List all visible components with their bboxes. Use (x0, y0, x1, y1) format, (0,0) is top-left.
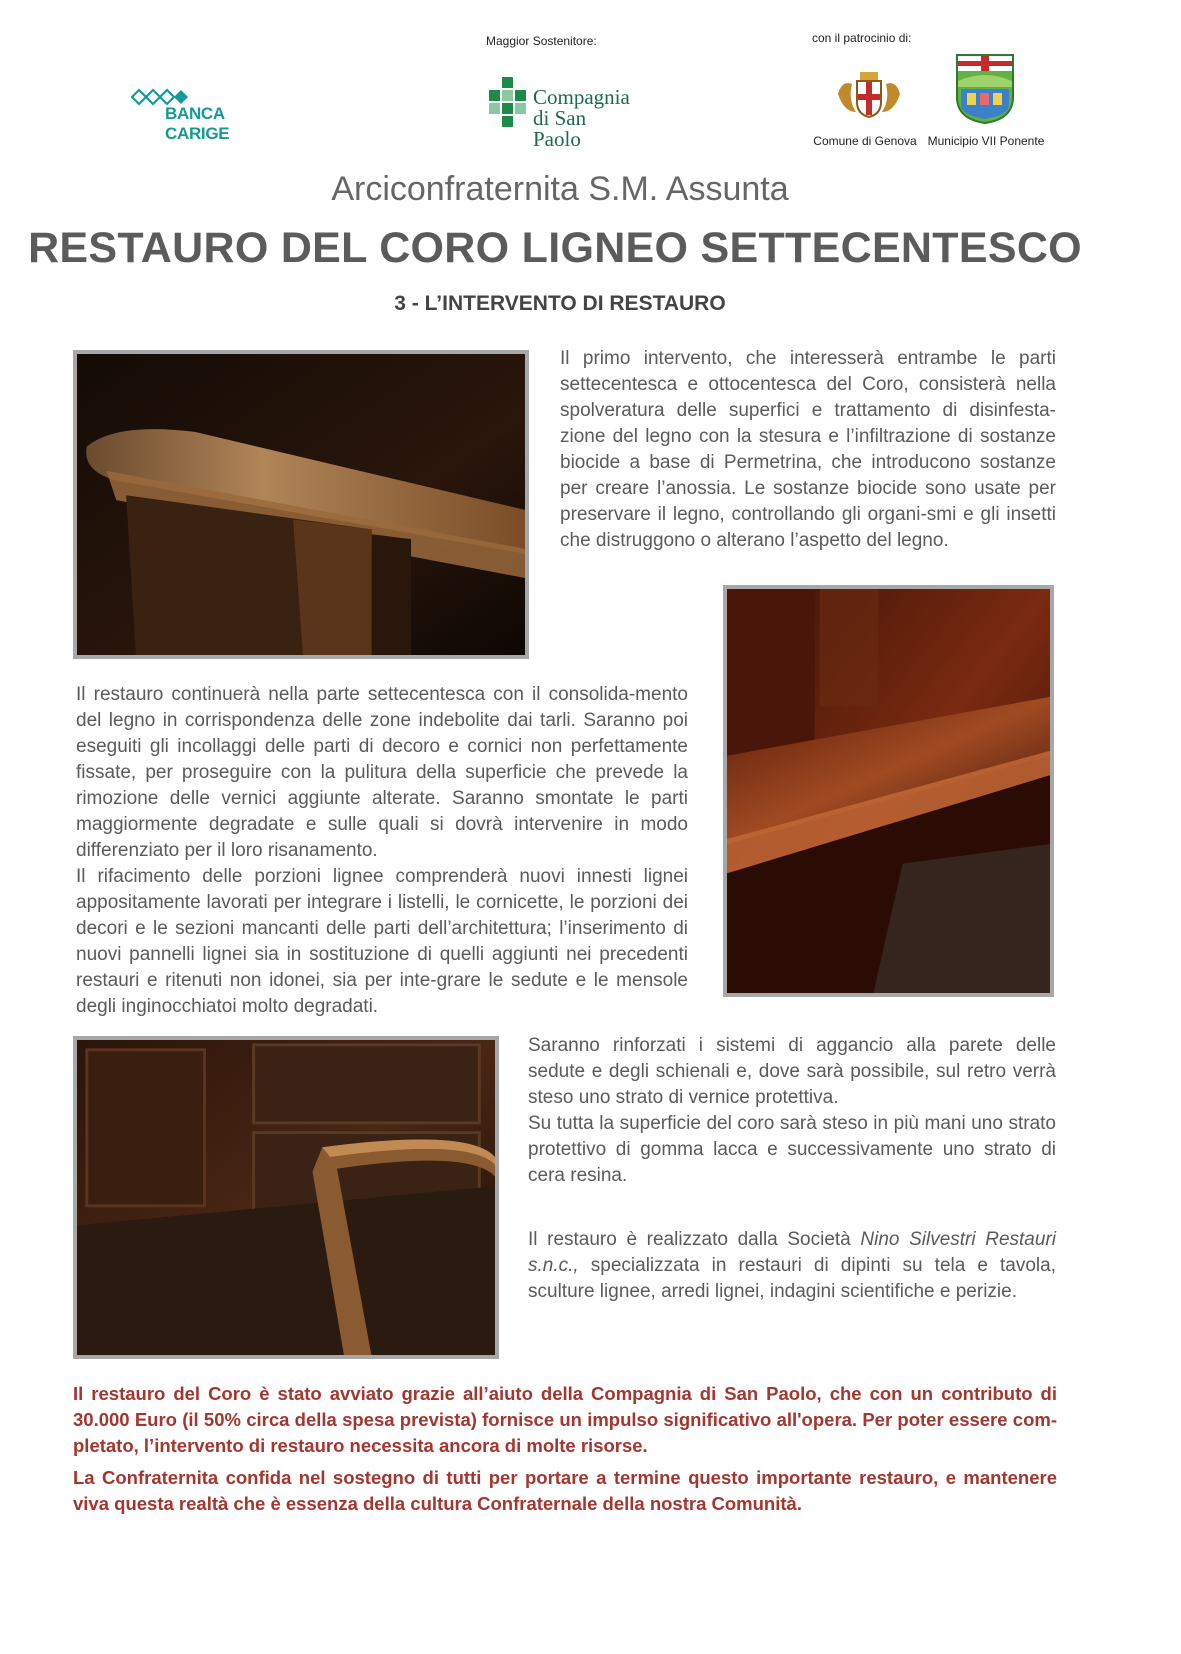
wood-photo-3-icon (77, 1040, 495, 1355)
wood-photo-2-icon (727, 589, 1050, 993)
restorer-specialties: specializzata in restauri di dipinti su tela e tavola, sculture lignee, arredi lignei, indagini scientifiche e perizie. (528, 1255, 1056, 1302)
paragraph-reinforcement: Saranno rinforzati i sistemi di aggancio alla parete delle sedute e degli schienali e, dove sarà possibile, sul retro verrà steso uno strato di vernice protettiva. (528, 1035, 1056, 1108)
comune-genova-coat-of-arms-icon (834, 70, 904, 120)
compagnia-line2: di San Paolo (533, 106, 587, 151)
paragraph-reinforcement-block (528, 1033, 1056, 1189)
support-appeal: La Confraternita confida nel sostegno di tutti per portare a termine questo importante restauro, e mantenere viva questa realtà che è essenza della cultura Confraternale della nostra Comunità. (73, 1467, 1057, 1514)
restorer-company: Nino Silvestri Restauri s.n.c., (528, 1229, 1056, 1276)
comune-genova-logo (834, 70, 904, 125)
compagnia-san-paolo-cross-logo-icon (489, 77, 527, 127)
comune-genova-caption: Comune di Genova (813, 134, 917, 148)
municipio-ponente-logo (955, 53, 1015, 130)
main-sponsor-label: Maggior Sostenitore: (486, 34, 597, 48)
municipio-ponente-caption: Municipio VII Ponente (927, 134, 1045, 148)
page-subtitle: Arciconfraternita S.M. Assunta (331, 170, 789, 208)
restorer-intro: Il restauro è realizzato dalla Società (528, 1229, 861, 1250)
wood-photo-1-icon (77, 354, 525, 655)
compagnia-line1: Compagnia (533, 85, 630, 109)
banca-carige-logo (130, 84, 290, 143)
paragraph-consolidation: Il restauro continuerà nella parte settecentesca con il consolida-mento del legno in corrispondenza delle zone indebolite dai tarli. Saranno poi eseguiti gli incollaggi delle parti di decoro e cornici non perfettamente fissate, per proseguire con la pulitura della superficie che prevede la rimozione delle vernici aggiunte alterate. Saranno smontate le parti maggiormente degradate e sulle quali si dovrà intervenire in modo differenziato per il loro risanamento. (76, 684, 688, 861)
municipio-ponente-coat-of-arms-icon (955, 53, 1015, 125)
page-title: RESTAURO DEL CORO LIGNEO SETTECENTESCO (28, 224, 1082, 272)
paragraph-restorer (528, 1227, 1056, 1305)
photo-damaged-bench-edge (73, 350, 529, 659)
patronage-label: con il patrocinio di: (812, 31, 912, 45)
compagnia-san-paolo-logo (489, 77, 639, 151)
paragraph-disinfestation: Il primo intervento, che interesserà entrambe le parti settecentesca e ottocentesca del Coro, consisterà nella spolveratura delle superfici e trattamento di disinfesta-zione del legno con la stesura e l’infiltrazione di sostanze biocide a base di Permetrina, che introducono sostanze per creare l’anossia. Le sostanze biocide sono usate per preservare il legno, controllando gli organi-smi e gli insetti che distruggono o alterano l’aspetto del legno. (560, 348, 1056, 551)
photo-bench-seat (723, 585, 1054, 997)
photo-choir-curved-bench (73, 1036, 499, 1359)
section-title: 3 - L’INTERVENTO DI RESTAURO (394, 292, 726, 315)
funding-statement: Il restauro del Coro è stato avviato grazie all’aiuto della Compagnia di San Paolo, che con un contributo di 30.000 Euro (il 50% circa della spesa prevista) fornisce un impulso significativo all'opera. Per poter essere com-pletato, l’intervento di restauro necessita ancora di molte risorse. (73, 1383, 1057, 1456)
banca-carige-name: BANCA CARIGE (165, 104, 230, 143)
paragraph-consolidation-block (76, 682, 688, 1020)
paragraph-reconstruction: Il rifacimento delle porzioni lignee comprenderà nuovi innesti lignei appositamente lavorati per integrare i listelli, le cornicette, le porzioni dei decori e le sezioni mancanti delle parti dell’architettura; l’inserimento di nuovi pannelli lignei sia in sostituzione di quelli aggiunti nei precedenti restauri e ritenuti non idonei, sia per inte-grare le sedute e le mensole degli inginocchiatoi molto degradati. (76, 866, 688, 1017)
paragraph-protective-coating: Su tutta la superficie del coro sarà steso in più mani uno strato protettivo di gomma lacca e successivamente uno strato di cera resina. (528, 1113, 1056, 1186)
